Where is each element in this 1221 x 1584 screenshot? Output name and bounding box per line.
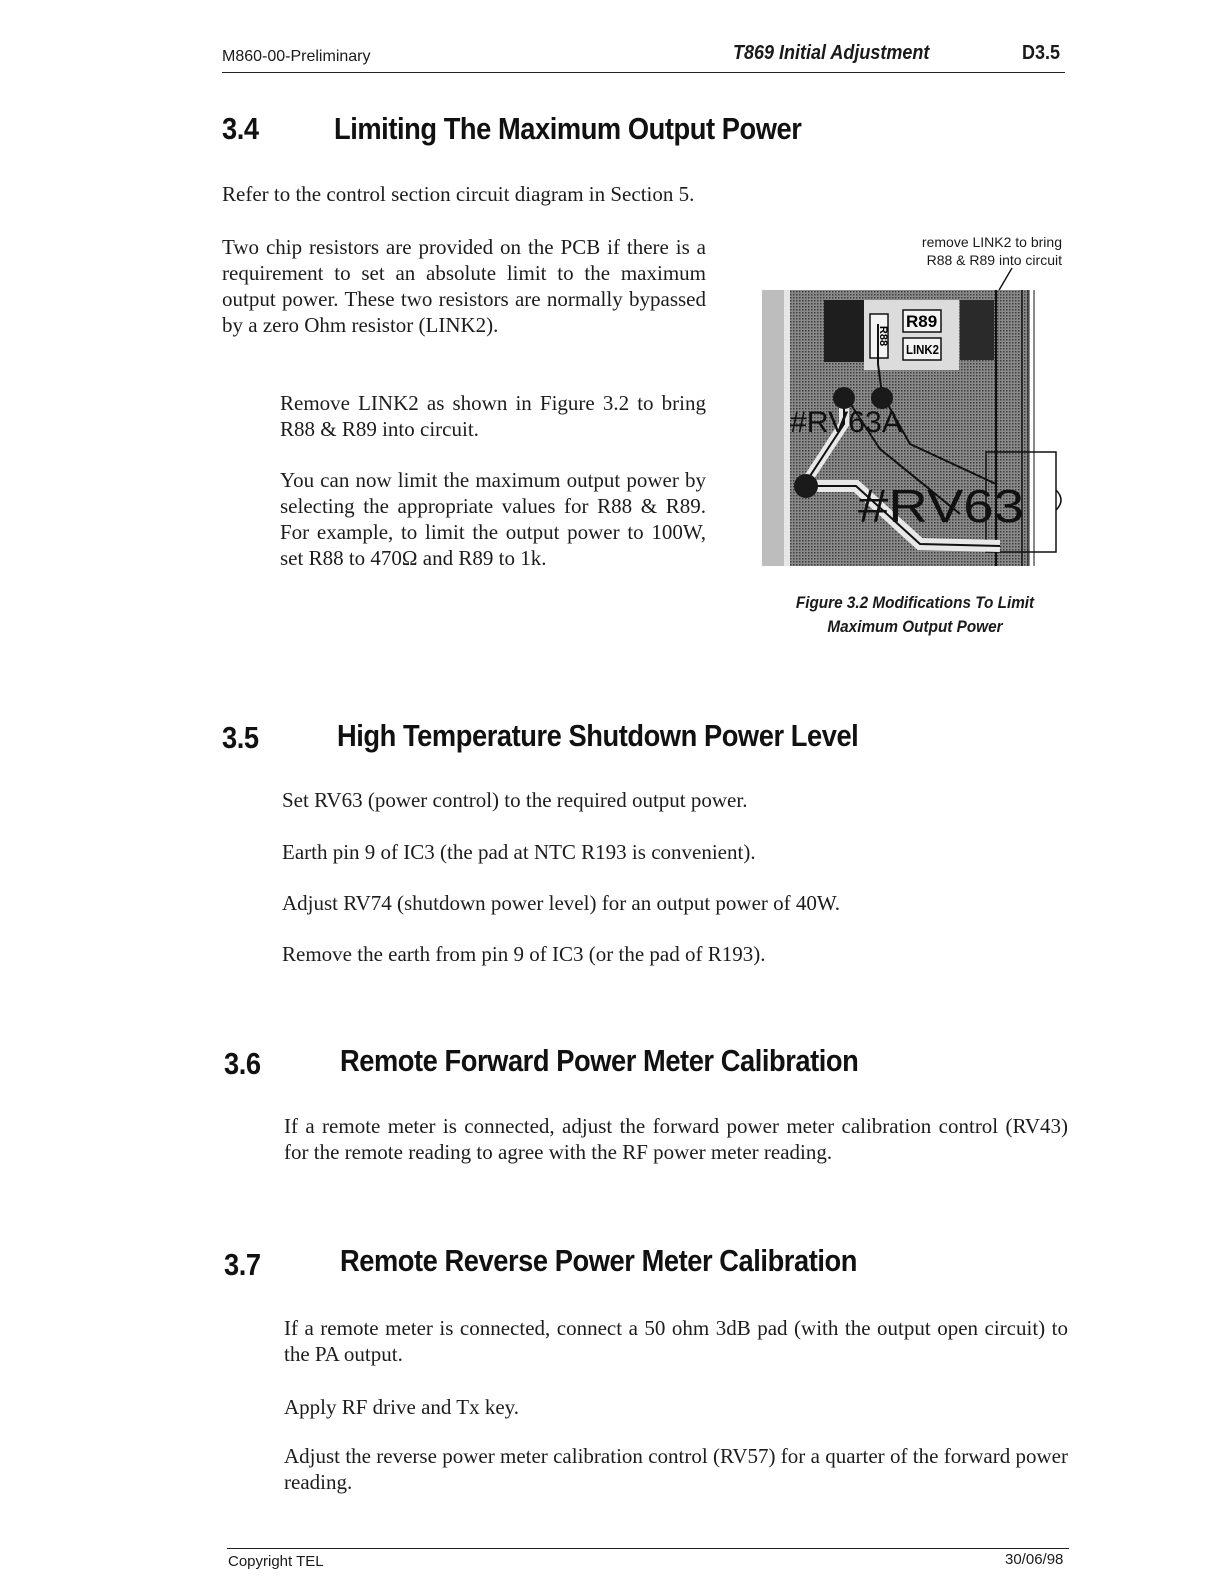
label-r89: R89 <box>906 312 938 331</box>
caption-line: Figure 3.2 Modifications To Limit <box>795 593 1035 612</box>
paragraph: Remove the earth from pin 9 of IC3 (or the pad of R193). <box>282 942 766 966</box>
label-rv63: #RV63 <box>858 480 1024 532</box>
figure-caption <box>776 591 1055 639</box>
header-chapter: T869 Initial Adjustment <box>733 42 930 64</box>
section-number: 3.7 <box>224 1247 261 1282</box>
header-doc-id: M860-00-Preliminary <box>222 48 371 65</box>
paragraph: You can now limit the maximum output power by selecting the appropriate values for R88 & R89. For example, to limit the output power to 100W, set R88 to 470Ω and R89 to 1k. <box>280 468 706 570</box>
paragraph: If a remote meter is connected, adjust the forward power meter calibration control (RV43) for the remote reading to agree with the RF power meter reading. <box>284 1114 1068 1164</box>
label-r88: R88 <box>877 325 889 347</box>
paragraph: If a remote meter is connected, connect a 50 ohm 3dB pad (with the output open circuit) to the PA output. <box>284 1316 1068 1366</box>
callout-line: remove LINK2 to bring <box>921 234 1062 250</box>
section-number: 3.4 <box>222 111 259 146</box>
paragraph: Two chip resistors are provided on the PCB if there is a requirement to set an absolute limit to the maximum output power. These two resistors are normally bypassed by a zero Ohm resistor (LINK2). <box>222 235 706 337</box>
pcb-edge-strip <box>762 290 784 566</box>
pcb-pad <box>794 474 818 498</box>
label-rv63a: #RV63A <box>790 406 902 439</box>
paragraph: Set RV63 (power control) to the required output power. <box>282 788 748 812</box>
paragraph: Earth pin 9 of IC3 (the pad at NTC R193 is convenient). <box>282 840 756 864</box>
caption-line: Maximum Output Power <box>827 617 1003 636</box>
callout-line: R88 & R89 into circuit <box>926 252 1062 268</box>
paragraph: Adjust the reverse power meter calibration control (RV57) for a quarter of the forward power reading. <box>284 1444 1068 1494</box>
section-title: Remote Forward Power Meter Calibration <box>340 1043 859 1078</box>
footer-rule <box>227 1548 1069 1549</box>
header-rule <box>222 72 1065 73</box>
section-title: High Temperature Shutdown Power Level <box>337 718 859 753</box>
paragraph: Adjust RV74 (shutdown power level) for an output power of 40W. <box>282 891 841 915</box>
pcb-copper-area <box>824 300 864 362</box>
section-title: Limiting The Maximum Output Power <box>334 111 802 146</box>
section-title: Remote Reverse Power Meter Calibration <box>340 1243 857 1278</box>
section-number: 3.5 <box>222 720 259 755</box>
pcb-figure <box>760 264 1070 574</box>
header-page-number: D3.5 <box>1022 42 1061 64</box>
footer-date: 30/06/98 <box>1005 1551 1064 1568</box>
paragraph: Refer to the control section circuit diagram in Section 5. <box>222 182 695 206</box>
label-link2: LINK2 <box>906 342 939 357</box>
paragraph: Remove LINK2 as shown in Figure 3.2 to bring R88 & R89 into circuit. <box>280 391 706 441</box>
footer-copyright: Copyright TEL <box>228 1553 324 1570</box>
paragraph: Apply RF drive and Tx key. <box>284 1395 520 1419</box>
section-number: 3.6 <box>224 1046 261 1081</box>
